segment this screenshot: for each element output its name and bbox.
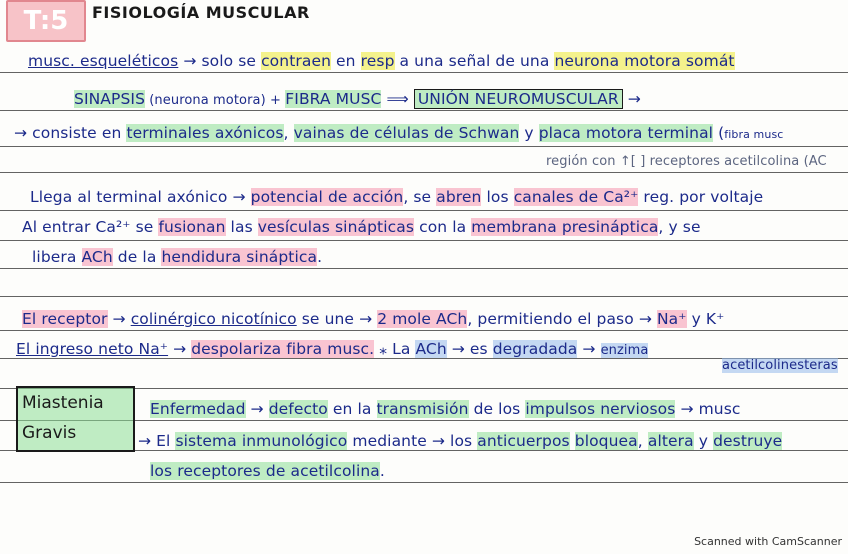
note-line-4 — [30, 188, 763, 206]
ruled-line — [0, 110, 848, 111]
ruled-line — [0, 240, 848, 241]
text: ⁎ La — [374, 340, 416, 358]
hl-ach-2: ACh — [415, 340, 447, 358]
hl-motor-neuron: neurona motora somát — [554, 52, 735, 70]
text: → consiste en — [14, 124, 127, 142]
hl-receptor: El receptor — [22, 310, 108, 328]
term-nicotinic-cholinergic: colinérgico nicotínico — [130, 310, 297, 328]
hl-na: Na⁺ — [656, 310, 687, 328]
text: Al entrar Ca²⁺ se — [22, 218, 159, 236]
note-line-1 — [28, 52, 735, 70]
hl-synaptic-vesicles: vesículas sinápticas — [257, 218, 415, 236]
text: en la — [327, 400, 377, 418]
hl-enzyme: enzima — [600, 343, 649, 358]
note-line-6 — [32, 248, 322, 266]
hl-acetylcholinesterase: acetilcolinesteras — [722, 358, 838, 373]
ruled-line — [0, 296, 848, 297]
note-line-3-annotation — [546, 154, 827, 169]
hl-contract: contraen — [261, 52, 331, 70]
ruled-line — [0, 358, 848, 359]
hl-antibodies: anticuerpos — [477, 432, 570, 450]
hl-disease: Enfermedad — [150, 400, 246, 418]
text: y — [686, 310, 706, 328]
hl-synapse: SINAPSIS — [74, 90, 146, 108]
hl-alter: altera — [647, 432, 694, 450]
note-line-8-cont — [722, 358, 838, 373]
term-net-na-entry: El ingreso neto Na⁺ — [16, 340, 169, 358]
text: en — [331, 52, 361, 70]
ruled-line — [0, 482, 848, 483]
text: de los — [468, 400, 526, 418]
hl-muscle-fiber: FIBRA MUSC — [285, 90, 382, 108]
note-line-3 — [14, 124, 783, 142]
text: → — [168, 340, 192, 358]
scanner-watermark: Scanned with CamScanner — [694, 535, 842, 548]
page-title: FISIOLOGÍA MUSCULAR — [92, 3, 310, 22]
hl-ach-receptors: los receptores de acetilcolina — [150, 462, 380, 480]
hl-immune-system: sistema inmunológico — [175, 432, 348, 450]
hl-defect: defecto — [268, 400, 328, 418]
hl-destroy: destruye — [713, 432, 783, 450]
hl-block: bloquea — [574, 432, 638, 450]
text: , permitiendo el paso → — [467, 310, 657, 328]
ruled-line — [0, 146, 848, 147]
hl-axon-terminals: terminales axónicos — [126, 124, 284, 142]
text: se une → — [296, 310, 378, 328]
hl-presynaptic-membrane: membrana presináptica — [471, 218, 659, 236]
text: (AC — [803, 154, 827, 169]
note-line-8 — [16, 340, 648, 358]
text: → — [227, 188, 251, 206]
text: . — [317, 248, 323, 266]
hl-motor-end-plate: placa motora terminal — [538, 124, 714, 142]
text: región con ↑[ ] receptores acetilcolina — [546, 154, 800, 169]
mg-line-1: Miastenia — [22, 393, 104, 413]
hl-ach: ACh — [81, 248, 113, 266]
boxed-neuromuscular-junction: UNIÓN NEUROMUSCULAR — [414, 89, 623, 109]
text: . — [379, 462, 385, 480]
text: los — [481, 188, 514, 206]
text — [570, 432, 575, 450]
text: → es — [446, 340, 493, 358]
note-line-9 — [150, 400, 741, 418]
note-line-2 — [74, 90, 641, 108]
text: , — [637, 432, 648, 450]
text: → solo se — [178, 52, 262, 70]
text: las — [225, 218, 258, 236]
topic-badge: T:5 — [6, 0, 86, 42]
text: → — [622, 90, 641, 108]
text: ⟹ — [381, 90, 414, 108]
text: reg. por voltaje — [638, 188, 764, 206]
myasthenia-gravis-box — [16, 386, 135, 452]
ruled-line — [0, 330, 848, 331]
text: K⁺ — [705, 310, 725, 328]
hl-resp: resp — [360, 52, 395, 70]
text: Llega al terminal axónico — [30, 188, 228, 206]
hl-transmission: transmisión — [376, 400, 469, 418]
mg-line-2: Gravis — [22, 423, 77, 443]
text: , — [283, 124, 294, 142]
note-line-5 — [22, 218, 701, 236]
text: de la — [112, 248, 162, 266]
ruled-line — [0, 210, 848, 211]
hl-open: abren — [436, 188, 482, 206]
text: a una señal de una — [394, 52, 555, 70]
hl-ca-channels: canales de Ca²⁺ — [513, 188, 639, 206]
ruled-line — [0, 72, 848, 73]
note-line-11 — [150, 462, 385, 480]
text: , se — [403, 188, 437, 206]
hl-2-mol-ach: 2 mole ACh — [377, 310, 468, 328]
hl-fuse: fusionan — [158, 218, 226, 236]
hl-synaptic-cleft: hendidura sináptica — [161, 248, 318, 266]
text: , y se — [658, 218, 701, 236]
text: mediante → los — [347, 432, 478, 450]
text: → musc — [675, 400, 741, 418]
text: y — [519, 124, 539, 142]
text: con la — [414, 218, 472, 236]
note-line-10 — [138, 432, 782, 450]
hl-degraded: degradada — [492, 340, 578, 358]
hl-depolarize: despolariza fibra musc. — [191, 340, 375, 358]
hl-nerve-impulses: impulsos nerviosos — [525, 400, 676, 418]
term-skeletal-muscle: musc. esqueléticos — [28, 52, 179, 70]
text: → El — [138, 432, 176, 450]
text: ( — [713, 124, 725, 142]
side-note-fiber: fibra musc — [724, 128, 784, 141]
text: (neurona motora) + — [145, 93, 286, 108]
text: → — [577, 340, 601, 358]
ruled-line — [0, 172, 848, 173]
text: libera — [32, 248, 82, 266]
text: y — [693, 432, 714, 450]
hl-action-potential: potencial de acción — [250, 188, 404, 206]
text: → — [245, 400, 269, 418]
ruled-line — [0, 268, 848, 269]
note-line-7 — [22, 310, 724, 328]
hl-schwann-sheaths: vainas de células de Schwan — [293, 124, 520, 142]
text: → — [107, 310, 131, 328]
